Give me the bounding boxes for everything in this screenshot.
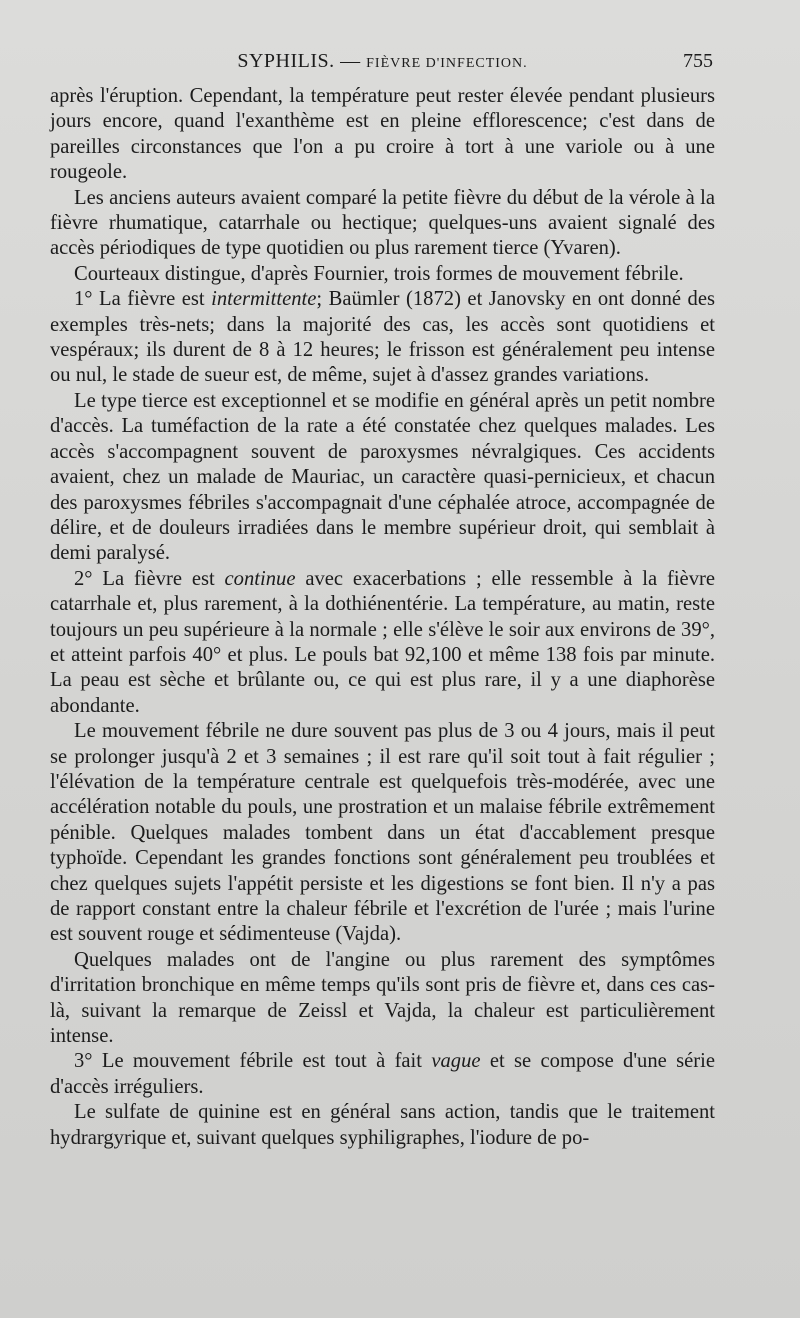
paragraph: après l'éruption. Cependant, la température peut rester élevée pendant plusieurs jours encore, quand l'exanthème est en pleine efflorescence; c'est dans de pareilles circonstances que l'on a pu croire à tort à une variole ou à une rougeole. [50, 85, 715, 184]
paragraph: Courteaux distingue, d'après Fournier, trois formes de mouvement fébrile. [74, 262, 684, 285]
running-title [50, 50, 715, 73]
running-header [50, 48, 715, 74]
paragraph: Quelques malades ont de l'angine ou plus rarement des symptômes d'irritation bronchique en même temps qu'ils sont pris de fièvre et, dans ces cas-là, suivant la remarque de Zeissl et Vajda, la chaleur est particulièrement intense. [50, 948, 715, 1048]
running-title-subtitle: FIÈVRE D'INFECTION. [366, 56, 528, 71]
emphasis: vague [431, 1050, 481, 1073]
paragraph: 3° Le mouvement fébrile est tout à fait vague et se compose d'une série d'accès irréguliers. [50, 1050, 715, 1098]
paragraph: Le sulfate de quinine est en général sans action, tandis que le traitement hydrargyrique et, suivant quelques syphiligraphes, l'iodure de po- [50, 1101, 715, 1149]
paragraph: 1° La fièvre est intermittente; Baümler (1872) et Janovsky en ont donné des exemples très-nets; dans la majorité des cas, les accès sont quotidiens et vespéraux; ils durent de 8 à 12 heures; le frisson est généralement peu intense ou nul, le stade de sueur est, de même, sujet à d'assez grandes variations. [50, 288, 715, 387]
paragraph: Le mouvement fébrile ne dure souvent pas plus de 3 ou 4 jours, mais il peut se prolonger jusqu'à 2 et 3 semaines ; il est rare qu'il soit tout à fait régulier ; l'élévation de la température centrale est quelquefois très-modérée, avec une accélération notable du pouls, une prostration et un malaise fébrile extrêmement pénible. Quelques malades tombent dans un état d'accablement presque typhoïde. Cependant les grandes fonctions sont généralement peu troublées et chez quelques sujets l'appétit persiste et les digestions se font bien. Il n'y a pas de rapport constant entre la chaleur fébrile et l'excrétion de l'urée ; mais l'urine est souvent rouge et sédimenteuse (Vajda). [50, 720, 715, 946]
page-number: 755 [683, 50, 713, 72]
emphasis: continue [224, 567, 296, 590]
paragraph: Le type tierce est exceptionnel et se modifie en général après un petit nombre d'accès. La tuméfaction de la rate a été constatée chez quelques malades. Les accès s'accompagnent souvent de paroxysmes névralgiques. Ces accidents avaient, chez un malade de Mauriac, un caractère quasi-pernicieux, et chacun des paroxysmes fébriles s'accompagnait d'une céphalée atroce, accompagnée de délire, et de douleurs irradiées dans le membre supérieur droit, qui semblait à demi paralysé. [50, 389, 715, 565]
page-body [50, 84, 715, 1151]
paragraph: Les anciens auteurs avaient comparé la petite fièvre du début de la vérole à la fièvre rhumatique, catarrhale ou hectique; quelques-uns avaient signalé des accès périodiques de type quotidien ou plus rarement tierce (Yvaren). [50, 186, 715, 260]
emphasis: intermittente [211, 288, 317, 311]
paragraph: 2° La fièvre est continue avec exacerbations ; elle ressemble à la fièvre catarrhale et, plus rarement, à la dothiénentérie. La température, au matin, reste toujours un peu supérieure à la normale ; elle s'élève le soir aux environs de 39°, et atteint parfois 40° et plus. Le pouls bat 92,100 et même 138 fois par minute. La peau est sèche et brûlante ou, ce qui est plus rare, il y a une diaphorèse abondante. [50, 567, 715, 717]
running-title-main: SYPHILIS. — [237, 50, 367, 72]
